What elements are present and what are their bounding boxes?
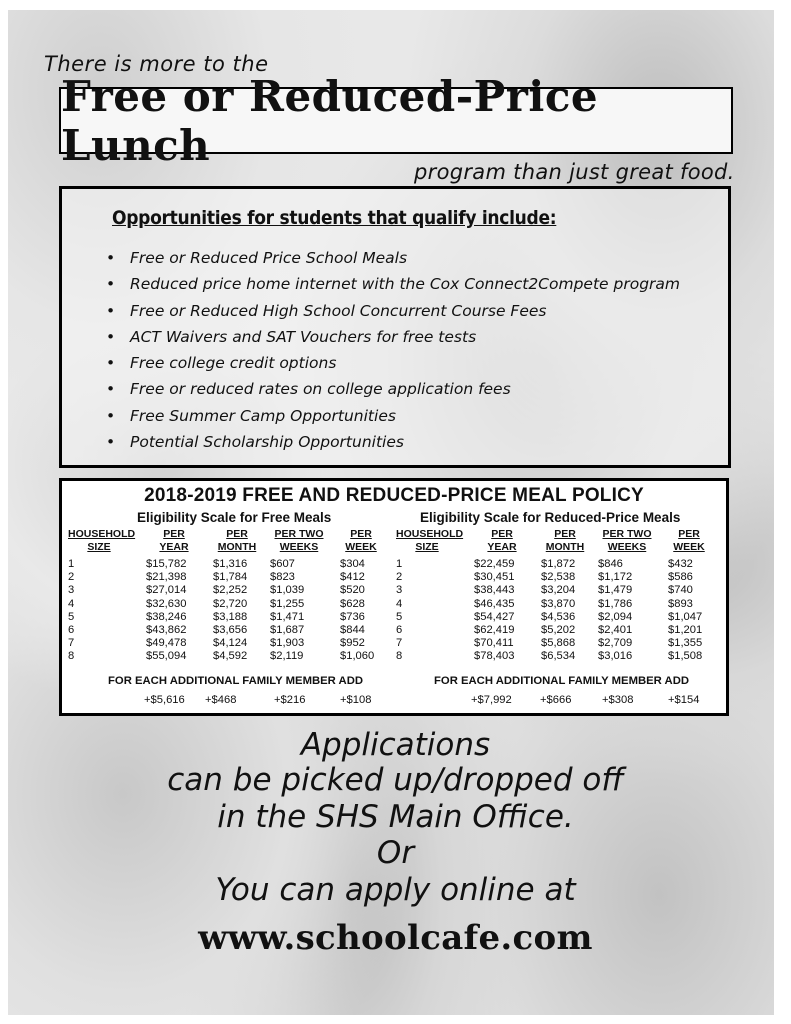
table-cell: $844 [340, 624, 365, 636]
table-cell: $49,478 [146, 637, 187, 650]
table-cell: $3,204 [541, 584, 576, 597]
table-cell: 5 [68, 610, 75, 623]
table-cell: $432 [668, 558, 693, 570]
table-cell: $3,656 [213, 624, 248, 636]
list-item: • Free Summer Camp Opportunities [106, 406, 396, 425]
table-cell: $30,451 [474, 571, 515, 584]
list-item: • Free or reduced rates on college application fees [106, 380, 511, 399]
column-header: HOUSEHOLD SIZE [396, 528, 464, 553]
table-cell: $5,868 [541, 637, 576, 650]
reduced-scale-title: Eligibility Scale for Reduced-Price Meals [420, 510, 681, 525]
table-cell: $1,039 [270, 584, 305, 597]
table-cell: $32,630 [146, 597, 187, 610]
table-cell: $1,471 [270, 610, 305, 623]
table-cell: 1 [396, 558, 403, 570]
meal-policy-box [59, 478, 729, 716]
footer-line-5: You can apply online at [215, 872, 576, 908]
table-cell: $4,536 [541, 610, 576, 623]
table-cell: $46,435 [474, 597, 515, 610]
table-cell: $3,016 [598, 650, 633, 663]
table-cell: $1,255 [270, 597, 305, 610]
column-header: PER WEEK [673, 528, 705, 553]
table-cell: $1,479 [598, 584, 633, 597]
table-cell: 3 [396, 584, 403, 597]
table-cell: $1,316 [213, 558, 248, 570]
opportunities-heading: Opportunities for students that qualify include: [112, 207, 557, 229]
table-cell: $304 [340, 558, 365, 570]
table-cell: $3,188 [213, 610, 248, 623]
free-scale-title: Eligibility Scale for Free Meals [137, 510, 332, 525]
table-cell: $2,119 [270, 650, 304, 663]
table-cell: $952 [340, 637, 365, 650]
table-cell: $1,201 [668, 624, 703, 636]
table-cell: 2 [396, 571, 403, 584]
reduced-add-year: +$7,992 [471, 694, 512, 706]
table-cell: $2,401 [598, 624, 633, 636]
title-banner [59, 71, 733, 170]
table-cell: $21,398 [146, 571, 187, 584]
table-cell: $1,060 [340, 650, 375, 663]
list-item: • Potential Scholarship Opportunities [106, 433, 404, 452]
table-cell: $38,443 [474, 584, 515, 597]
table-cell: $1,784 [213, 571, 248, 584]
table-cell: $43,862 [146, 624, 187, 636]
table-cell: 4 [396, 597, 403, 610]
intro-text: There is more to the [44, 52, 269, 76]
table-cell: 1 [68, 558, 75, 570]
tagline-text: program than just great food. [414, 160, 735, 184]
list-item: • ACT Waivers and SAT Vouchers for free tests [106, 327, 477, 346]
reduced-meals-table [396, 528, 720, 673]
reduced-add-two-weeks: +$308 [602, 694, 634, 706]
column-header: PER TWO WEEKS [602, 528, 652, 553]
table-cell: $78,403 [474, 650, 515, 663]
table-cell: 8 [396, 650, 403, 663]
table-cell: $4,592 [213, 650, 248, 663]
table-cell: $4,124 [213, 637, 248, 650]
table-cell: $893 [668, 597, 693, 610]
table-cell: $62,419 [474, 624, 515, 636]
table-cell: 4 [68, 597, 75, 610]
column-header: PER MONTH [545, 528, 585, 553]
table-cell: $2,252 [213, 584, 248, 597]
free-add-week: +$108 [340, 694, 372, 706]
opportunities-box [59, 186, 731, 468]
table-cell: $740 [668, 584, 693, 597]
table-cell: $607 [270, 558, 295, 570]
table-cell: $520 [340, 584, 365, 597]
list-item: • Reduced price home internet with the Cox Connect2Compete program [106, 275, 681, 294]
table-cell: $736 [340, 610, 365, 623]
table-cell: $823 [270, 571, 295, 584]
footer-line-1: Applications [300, 727, 491, 763]
table-cell: $412 [340, 571, 365, 584]
table-cell: $15,782 [146, 558, 187, 570]
table-cell: $2,720 [213, 597, 248, 610]
footer-line-2: can be picked up/dropped off [167, 762, 624, 798]
table-cell: 7 [68, 637, 75, 650]
free-additional-title: FOR EACH ADDITIONAL FAMILY MEMBER ADD [108, 675, 364, 687]
table-cell: $1,355 [668, 637, 703, 650]
table-cell: $1,687 [270, 624, 305, 636]
table-cell: $54,427 [474, 610, 515, 623]
reduced-add-month: +$666 [540, 694, 572, 706]
table-cell: $1,872 [541, 558, 576, 570]
table-cell: $70,411 [474, 637, 514, 650]
column-header: PER YEAR [487, 528, 517, 553]
column-header: PER YEAR [159, 528, 189, 553]
reduced-additional-title: FOR EACH ADDITIONAL FAMILY MEMBER ADD [434, 675, 690, 687]
column-header: HOUSEHOLD SIZE [68, 528, 136, 553]
table-cell: 2 [68, 571, 75, 584]
table-cell: 6 [396, 624, 403, 636]
table-cell: 7 [396, 637, 403, 650]
policy-title: 2018-2019 FREE AND REDUCED-PRICE MEAL POLICY [144, 485, 644, 506]
table-cell: $2,094 [598, 610, 633, 623]
footer-line-4: Or [376, 835, 415, 871]
list-item: • Free or Reduced High School Concurrent Course Fees [106, 301, 547, 320]
table-cell: $1,903 [270, 637, 305, 650]
website-url[interactable]: www.schoolcafe.com [198, 918, 593, 958]
table-cell: $38,246 [146, 610, 187, 623]
table-cell: $586 [668, 571, 693, 584]
table-cell: 5 [396, 610, 403, 623]
table-cell: 3 [68, 584, 75, 597]
free-meals-table [68, 528, 388, 673]
reduced-add-week: +$154 [668, 694, 700, 706]
table-cell: 6 [68, 624, 75, 636]
column-header: PER MONTH [217, 528, 257, 553]
table-cell: $27,014 [146, 584, 187, 597]
table-cell: $55,094 [146, 650, 187, 663]
column-header: PER TWO WEEKS [274, 528, 324, 553]
opportunities-list [106, 245, 680, 455]
table-cell: $628 [340, 597, 365, 610]
table-cell: $2,709 [598, 637, 633, 650]
table-cell: 8 [68, 650, 75, 663]
footer-line-3: in the SHS Main Office. [217, 799, 574, 835]
table-cell: $1,172 [598, 571, 633, 584]
table-cell: $1,047 [668, 610, 703, 623]
table-cell: $22,459 [474, 558, 515, 570]
column-header: PER WEEK [345, 528, 377, 553]
table-cell: $6,534 [541, 650, 576, 663]
table-cell: $846 [598, 558, 623, 570]
list-item: • Free college credit options [106, 354, 337, 373]
free-add-two-weeks: +$216 [274, 694, 306, 706]
page-title: Free or Reduced-Price Lunch [61, 71, 599, 170]
table-cell: $2,538 [541, 571, 576, 584]
table-cell: $1,508 [668, 650, 703, 663]
table-cell: $1,786 [598, 597, 633, 610]
free-add-year: +$5,616 [144, 694, 185, 706]
table-cell: $3,870 [541, 597, 576, 610]
list-item: • Free or Reduced Price School Meals [106, 249, 408, 267]
table-cell: $5,202 [541, 624, 576, 636]
free-add-month: +$468 [205, 694, 237, 706]
